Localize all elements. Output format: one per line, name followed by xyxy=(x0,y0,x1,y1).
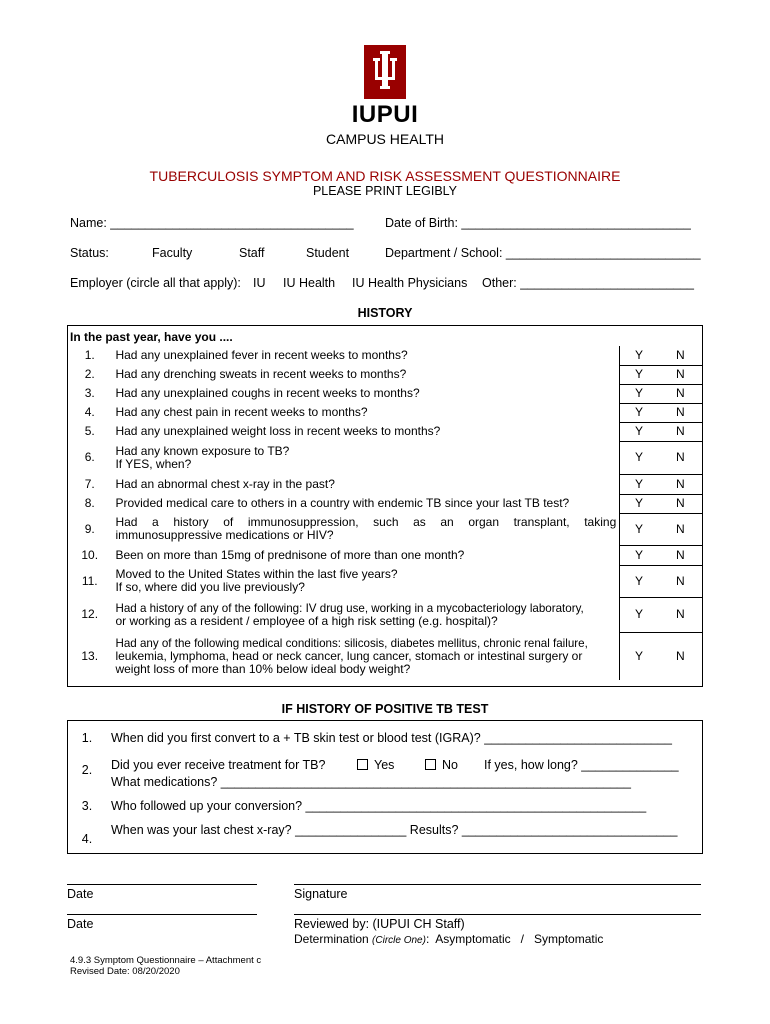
q-text: Had any unexplained coughs in recent weeks to months? xyxy=(115,386,420,400)
no-option[interactable]: N xyxy=(658,365,703,384)
q-number: 11. xyxy=(81,573,98,588)
employer-option-iu-health[interactable]: IU Health xyxy=(283,276,336,290)
yes-option[interactable]: Y xyxy=(620,565,658,597)
q-text: Had a history of immunosuppression, such as an organ transplant, taking xyxy=(115,515,617,529)
history-intro: In the past year, have you .... xyxy=(70,329,233,344)
circle-one-hint: (Circle One) xyxy=(372,935,426,946)
q-number: 9. xyxy=(84,521,95,536)
determination-label: Determination xyxy=(294,932,369,946)
yes-option[interactable]: Y xyxy=(620,513,658,545)
table-row xyxy=(67,494,703,513)
table-row xyxy=(67,384,703,403)
page-subtitle: PLEASE PRINT LEGIBLY xyxy=(312,184,458,198)
reviewed-by-label: Reviewed by: (IUPUI CH Staff) xyxy=(294,917,465,931)
employer-option-iu-health-physicians[interactable]: IU Health Physicians xyxy=(352,276,468,290)
yes-option[interactable]: Y xyxy=(620,597,658,632)
yes-option[interactable]: Y xyxy=(620,346,658,365)
no-option[interactable]: N xyxy=(658,441,703,474)
employer-label: Employer (circle all that apply): xyxy=(70,276,241,290)
followup-field[interactable]: Who followed up your conversion? _________________________________________________ xyxy=(111,799,647,813)
q-number: 6. xyxy=(84,450,95,464)
no-option[interactable]: N xyxy=(658,474,703,494)
yes-option[interactable]: Y xyxy=(620,403,658,422)
q-text: immunosuppressive medications or HIV? xyxy=(115,528,334,542)
no-option[interactable]: N xyxy=(658,597,703,632)
table-row xyxy=(67,513,703,545)
yes-option[interactable]: Y xyxy=(620,545,658,565)
no-option[interactable]: N xyxy=(658,565,703,597)
q-number: 10. xyxy=(81,547,99,562)
q-number: 3. xyxy=(84,386,95,400)
status-option-student[interactable]: Student xyxy=(306,246,350,260)
yes-option[interactable]: Y xyxy=(620,441,658,474)
yes-option[interactable]: Y xyxy=(620,474,658,494)
brand-name: IUPUI xyxy=(351,101,419,128)
positive-heading: IF HISTORY OF POSITIVE TB TEST xyxy=(281,702,489,716)
q-text: If YES, when? xyxy=(115,456,192,471)
positive-row-3 xyxy=(67,799,703,815)
positive-row-2 xyxy=(67,758,703,790)
no-label: No xyxy=(442,758,458,772)
employer-other-field[interactable]: Other: _________________________ xyxy=(482,276,695,290)
yes-option[interactable]: Y xyxy=(620,632,658,680)
yes-option[interactable]: Y xyxy=(620,422,658,441)
footer-line-1: 4.9.3 Symptom Questionnaire – Attachment c xyxy=(70,955,262,966)
q-text: weight loss of more than 10% below ideal body weight? xyxy=(115,661,411,676)
table-row xyxy=(67,565,703,597)
history-heading: HISTORY xyxy=(357,306,413,320)
q-text: Had any drenching sweats in recent weeks to months? xyxy=(115,367,407,381)
q-number: 1. xyxy=(84,348,95,362)
table-row xyxy=(67,365,703,384)
first-convert-field[interactable]: When did you first convert to a + TB skin test or blood test (IGRA)? ___________________________ xyxy=(111,731,672,745)
no-option[interactable]: N xyxy=(658,513,703,545)
q-text: Had any unexplained weight loss in recent weeks to months? xyxy=(115,424,441,438)
q-number: 4. xyxy=(81,832,93,846)
q-number: 4. xyxy=(84,405,95,419)
no-option[interactable]: N xyxy=(658,346,703,365)
status-option-staff[interactable]: Staff xyxy=(239,246,265,260)
no-option[interactable]: N xyxy=(658,545,703,565)
q-text: Had any of the following medical conditions: silicosis, diabetes mellitus, chronic renal failure, xyxy=(115,636,588,650)
determination-row: Determination (Circle One): Asymptomatic / Symptomatic xyxy=(294,932,604,946)
yes-option[interactable]: Y xyxy=(620,365,658,384)
no-option[interactable]: N xyxy=(658,403,703,422)
footer-line-2: Revised Date: 08/20/2020 xyxy=(70,966,180,977)
date-line-1[interactable] xyxy=(67,884,257,885)
table-row xyxy=(67,346,703,365)
page-title: TUBERCULOSIS SYMPTOM AND RISK ASSESSMENT QUESTIONNAIRE xyxy=(149,168,621,184)
q-text: Moved to the United States within the last five years? xyxy=(115,567,398,581)
yes-option[interactable]: Y xyxy=(620,384,658,403)
table-row xyxy=(67,597,703,632)
slash-separator: / xyxy=(520,932,525,946)
q-number: 12. xyxy=(81,607,99,621)
employer-option-iu[interactable]: IU xyxy=(253,276,266,290)
signature-label: Signature xyxy=(294,887,348,901)
q-text: Had a history of any of the following: IV drug use, working in a mycobacteriology laboratory, xyxy=(115,601,584,615)
iu-trident-logo xyxy=(364,45,406,99)
how-long-field[interactable]: If yes, how long? ______________ xyxy=(484,758,679,772)
q-number: 1. xyxy=(81,731,93,745)
medications-field[interactable]: What medications? ___________________________________________________________ xyxy=(111,775,631,789)
table-row xyxy=(67,474,703,494)
q-text: If so, where did you live previously? xyxy=(115,580,305,594)
trident-icon xyxy=(364,45,406,99)
table-row xyxy=(67,545,703,565)
table-row xyxy=(67,422,703,441)
brand-subtitle: CAMPUS HEALTH xyxy=(326,131,444,147)
q-text: Had any known exposure to TB? xyxy=(115,443,290,458)
yes-option[interactable]: Y xyxy=(620,494,658,513)
date-label-1: Date xyxy=(67,887,94,901)
q-text: or working as a resident / employee of a high risk setting (e.g. hospital)? xyxy=(115,613,498,628)
yes-label: Yes xyxy=(374,758,395,772)
date-label-2: Date xyxy=(67,917,94,931)
q-number: 3. xyxy=(81,799,93,813)
status-option-faculty[interactable]: Faculty xyxy=(152,246,193,260)
q-text: Provided medical care to others in a country with endemic TB since your last TB test? xyxy=(115,496,570,510)
positive-row-4 xyxy=(67,823,703,849)
treatment-question: Did you ever receive treatment for TB? xyxy=(111,758,326,772)
q-number: 2. xyxy=(81,763,93,777)
q-number: 7. xyxy=(84,476,95,491)
history-table xyxy=(67,325,703,680)
no-option[interactable]: N xyxy=(676,648,685,663)
table-row xyxy=(67,403,703,422)
department-field[interactable]: Department / School: ____________________________ xyxy=(385,246,701,260)
no-option[interactable]: N xyxy=(658,422,703,441)
asymptomatic-option[interactable]: Asymptomatic xyxy=(435,932,511,946)
positive-row-1 xyxy=(67,731,703,747)
status-label: Status: xyxy=(70,246,109,260)
dob-field[interactable]: Date of Birth: _________________________________ xyxy=(385,216,691,230)
chest-xray-field[interactable]: When was your last chest x-ray? ________________ Results? _______________________________ xyxy=(111,823,678,837)
signature-line[interactable] xyxy=(294,884,701,885)
q-text: leukemia, lymphoma, head or neck cancer, lung cancer, stomach or intestinal surgery or xyxy=(115,648,583,663)
q-number: 13. xyxy=(81,648,99,663)
q-text: Been on more than 15mg of prednisone of more than one month? xyxy=(115,547,465,562)
q-text: Had any chest pain in recent weeks to months? xyxy=(115,405,368,419)
table-row xyxy=(67,441,703,474)
q-number: 5. xyxy=(84,424,95,438)
no-option[interactable]: N xyxy=(658,494,703,513)
reviewer-line[interactable] xyxy=(294,914,701,915)
q-number: 2. xyxy=(84,367,95,381)
table-row xyxy=(67,632,703,680)
yes-checkbox[interactable] xyxy=(357,759,368,770)
date-line-2[interactable] xyxy=(67,914,257,915)
q-text: Had an abnormal chest x-ray in the past? xyxy=(115,476,335,491)
q-text: Had any unexplained fever in recent weeks to months? xyxy=(115,348,408,362)
symptomatic-option[interactable]: Symptomatic xyxy=(534,932,604,946)
name-field[interactable]: Name: ___________________________________ xyxy=(70,216,354,230)
no-checkbox[interactable] xyxy=(425,759,436,770)
no-option[interactable]: N xyxy=(658,384,703,403)
q-number: 8. xyxy=(84,496,95,510)
